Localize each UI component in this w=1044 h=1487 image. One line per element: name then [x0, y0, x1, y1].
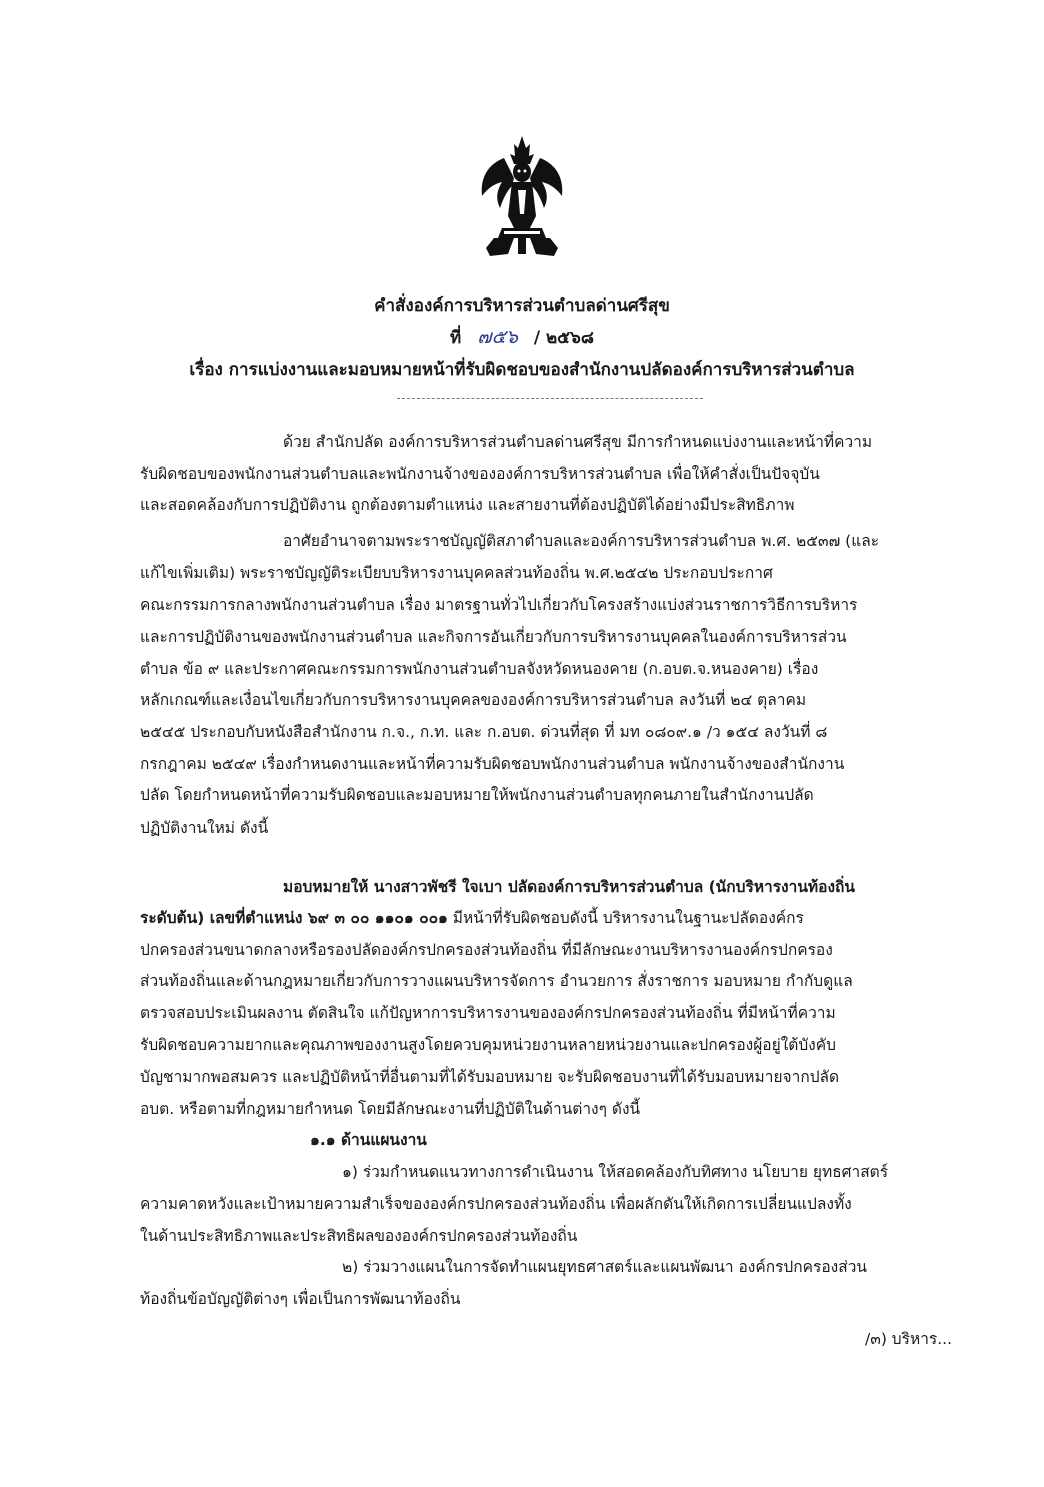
list-item: ๒) ร่วมวางแผนในการจัดทำแผนยุทธศาสตร์และแผนพัฒนา องค์กรปกครองส่วน [342, 1258, 867, 1276]
assignment-heading: มอบหมายให้ นางสาวพัชรี ใจเบา ปลัดองค์การบริหารส่วนตำบล (นักบริหารงานท้องถิ่น [283, 878, 856, 896]
order-number-year: / ๒๕๖๘ [533, 328, 594, 348]
paragraph-line: กรกฎาคม ๒๕๔๙ เรื่องกำหนดงานและหน้าที่ความรับผิดชอบพนักงานส่วนตำบล พนักงานจ้างของสำนักงาน [140, 755, 845, 773]
paragraph-line: ปกครองส่วนขนาดกลางหรือรองปลัดองค์กรปกครองส่วนท้องถิ่น ที่มีลักษณะงานบริหารงานองค์กรปกครอง [140, 941, 833, 959]
paragraph-line: ๒๕๔๕ ประกอบกับหนังสือสำนักงาน ก.จ., ก.ท. และ ก.อบต. ด่วนที่สุด ที่ มท ๐๘๐๙.๑ /ว ๑๕๔ ลงวันที่ ๘ [140, 723, 828, 741]
order-number-handwritten: ๗๕๖ [477, 326, 518, 348]
list-item-continuation: ความคาดหวังและเป้าหมายความสำเร็จขององค์กรปกครองส่วนท้องถิ่น เพื่อผลักดันให้เกิดการเปลี่ยนแปลงทั้ง [140, 1195, 852, 1213]
paragraph-line: ตรวจสอบประเมินผลงาน ตัดสินใจ แก้ปัญหาการบริหารงานขององค์กรปกครองส่วนท้องถิ่น ที่มีหน้าที่ความ [140, 1004, 836, 1022]
section-heading: ๑.๑ ด้านแผนงาน [310, 1131, 427, 1149]
paragraph-line: ด้วย สำนักปลัด องค์การบริหารส่วนตำบลด่านศรีสุข มีการกำหนดแบ่งงานและหน้าที่ความ [283, 433, 873, 451]
paragraph-line: ตำบล ข้อ ๙ และประกาศคณะกรรมการพนักงานส่วนตำบลจังหวัดหนองคาย (ก.อบต.จ.หนองคาย) เรื่อง [140, 660, 819, 678]
paragraph-line: รับผิดชอบความยากและคุณภาพของงานสูงโดยควบคุมหน่วยงานหลายหน่วยงานและปกครองผู้อยู่ใต้บังคับ [140, 1036, 836, 1054]
garuda-emblem-icon [474, 134, 570, 262]
paragraph-line: บัญชามากพอสมควร และปฏิบัติหน้าที่อื่นตามที่ได้รับมอบหมาย จะรับผิดชอบงานที่ได้รับมอบหมายจากปลัด [140, 1068, 840, 1086]
list-item-continuation: ในด้านประสิทธิภาพและประสิทธิผลขององค์กรปกครองส่วนท้องถิ่น [140, 1227, 578, 1245]
position-number: ระดับต้น) เลขที่ตำแหน่ง ๖๙ ๓ ๐๐ ๑๑๐๑ ๐๐๑ [140, 909, 448, 927]
document-title: คำสั่งองค์การบริหารส่วนตำบลด่านศรีสุข [374, 296, 670, 316]
paragraph-line: อบต. หรือตามที่กฎหมายกำหนด โดยมีลักษณะงานที่ปฏิบัติในด้านต่างๆ ดังนี้ [140, 1100, 641, 1118]
divider [397, 398, 703, 399]
page-continuation: /๓) บริหาร... [865, 1330, 952, 1348]
list-item: ๑) ร่วมกำหนดแนวทางการดำเนินงาน ให้สอดคล้องกับทิศทาง นโยบาย ยุทธศาสตร์ [342, 1163, 889, 1181]
order-number-prefix: ที่ [450, 328, 462, 348]
paragraph-line [140, 907, 804, 929]
paragraph-line: รับผิดชอบของพนักงานส่วนตำบลและพนักงานจ้างขององค์การบริหารส่วนตำบล เพื่อให้คำสั่งเป็นปัจจุบัน [140, 465, 820, 483]
paragraph-line: ปลัด โดยกำหนดหน้าที่ความรับผิดชอบและมอบหมายให้พนักงานส่วนตำบลทุกคนภายในสำนักงานปลัด [140, 786, 814, 804]
paragraph-line-rest: มีหน้าที่รับผิดชอบดังนี้ บริหารงานในฐานะปลัดองค์กร [447, 909, 804, 927]
list-item-continuation: ท้องถิ่นข้อบัญญัติต่างๆ เพื่อเป็นการพัฒนาท้องถิ่น [140, 1290, 461, 1308]
paragraph-line: คณะกรรมการกลางพนักงานส่วนตำบล เรื่อง มาตรฐานทั่วไปเกี่ยวกับโครงสร้างแบ่งส่วนราชการวิธีการบริหาร [140, 596, 858, 614]
order-number [0, 322, 1044, 352]
paragraph-line: หลักเกณฑ์และเงื่อนไขเกี่ยวกับการบริหารงานบุคคลขององค์การบริหารส่วนตำบล ลงวันที่ ๒๔ ตุลาคม [140, 691, 807, 709]
paragraph-line: แก้ไขเพิ่มเติม) พระราชบัญญัติระเบียบบริหารงานบุคคลส่วนท้องถิ่น พ.ศ.๒๕๔๒ ประกอบประกาศ [140, 564, 773, 582]
paragraph-line: ส่วนท้องถิ่นและด้านกฎหมายเกี่ยวกับการวางแผนบริหารจัดการ อำนวยการ สั่งราชการ มอบหมาย กำกับดูแล [140, 972, 853, 990]
paragraph-line: และการปฏิบัติงานของพนักงานส่วนตำบล และกิจการอันเกี่ยวกับการบริหารงานบุคคลในองค์การบริหารส่วน [140, 628, 847, 646]
paragraph-line: อาศัยอำนาจตามพระราชบัญญัติสภาตำบลและองค์การบริหารส่วนตำบล พ.ศ. ๒๕๓๗ (และ [283, 532, 880, 550]
paragraph-line: ปฏิบัติงานใหม่ ดังนี้ [140, 819, 269, 837]
document-subject: เรื่อง การแบ่งงานและมอบหมายหน้าที่รับผิดชอบของสำนักงานปลัดองค์การบริหารส่วนตำบล [189, 360, 855, 380]
paragraph-line: และสอดคล้องกับการปฏิบัติงาน ถูกต้องตามตำแหน่ง และสายงานที่ต้องปฏิบัติได้อย่างมีประสิทธิภาพ [140, 496, 795, 514]
